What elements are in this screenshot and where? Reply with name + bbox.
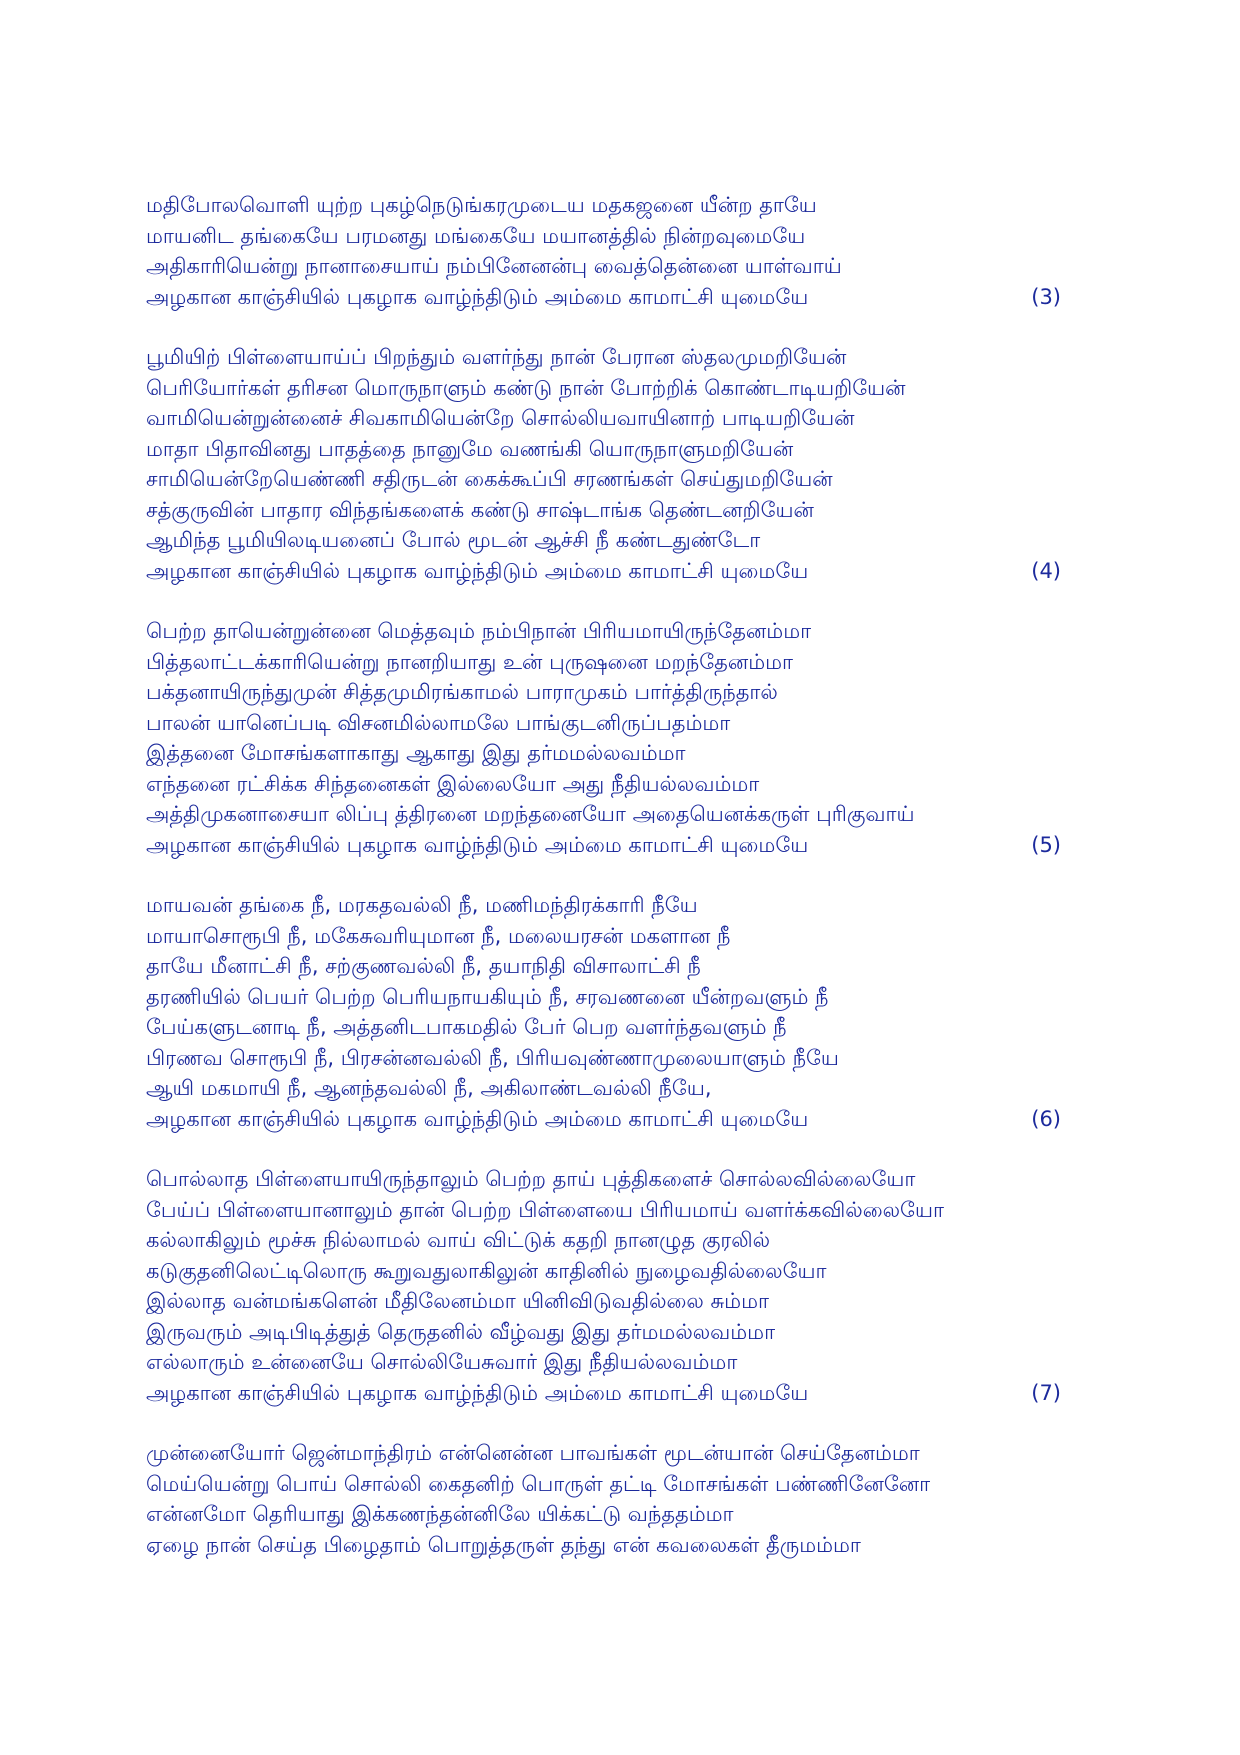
verse-line: [146, 525, 1061, 556]
verse-line: [146, 190, 1061, 221]
verse-line: [146, 373, 1061, 404]
verse-line-text: பெரியோர்கள் தரிசன மொருநாளும் கண்டு நான் போற்றிக் கொண்டாடியறியேன்: [146, 375, 906, 400]
verse-line-text: சாமியென்றேயெண்ணி சதிருடன் கைக்கூப்பி சரணங்கள் செய்துமறியேன்: [146, 467, 833, 491]
verse-line: [146, 738, 1061, 769]
verse-number: (6): [1031, 1106, 1061, 1131]
verse-line-text: மாயாசொரூபி நீ, மகேசுவரியுமான நீ, மலையரசன் மகளான நீ: [146, 923, 731, 948]
verse-line: [146, 1073, 1061, 1104]
verse-line-text: பிரணவ சொரூபி நீ, பிரசன்னவல்லி நீ, பிரியவுண்ணாமுலையாளும் நீயே: [146, 1045, 839, 1070]
verse-line-text: பேய்களுடனாடி நீ, அத்தனிடபாகமதில் பேர் பெற வளர்ந்தவளும் நீ: [146, 1015, 787, 1039]
verse-line: [146, 434, 1061, 465]
verse-line: [146, 890, 1061, 921]
verse-number: (3): [1031, 284, 1061, 309]
stanza: [146, 1164, 1061, 1408]
verse-line-text: கடுகுதனிலெட்டிலொரு கூறுவதுலாகிலுன் காதினில் நுழைவதில்லையோ: [146, 1258, 827, 1283]
verse-line-text: எந்தனை ரட்சிக்க சிந்தனைகள் இல்லையோ அது நீதியல்லவம்மா: [146, 771, 760, 796]
verse-number: (5): [1031, 832, 1061, 857]
verse-line-text: எல்லாரும் உன்னையே சொல்லியேசுவார் இது நீதியல்லவம்மா: [146, 1350, 738, 1374]
verse-line: [146, 677, 1061, 708]
verse-line-text: அழகான காஞ்சியில் புகழாக வாழ்ந்திடும் அம்மை காமாட்சி யுமையே: [146, 832, 809, 857]
verse-line: [146, 1164, 1061, 1195]
verse-line-text: மெய்யென்று பொய் சொல்லி கைதனிற் பொருள் தட்டி மோசங்கள் பண்ணினேனோ: [146, 1471, 931, 1496]
verse-line: [146, 342, 1061, 373]
verse-line-text: இருவரும் அடிபிடித்துத் தெருதனில் வீழ்வது இது தர்மமல்லவம்மா: [146, 1319, 776, 1344]
verse-line-text: தரணியில் பெயர் பெற்ற பெரியநாயகியும் நீ, சரவணனை யீன்றவளும் நீ: [146, 984, 829, 1009]
verse-line: [146, 556, 1061, 587]
verse-line: [146, 1530, 1061, 1561]
verse-line: [146, 1225, 1061, 1256]
verse-line-text: முன்னையோர் ஜென்மாந்திரம் என்னென்ன பாவங்கள் மூடன்யான் செய்தேனம்மா: [146, 1441, 920, 1465]
verse-line: [146, 708, 1061, 739]
verse-line: [146, 1317, 1061, 1348]
verse-line-text: அதிகாரியென்று நானாசையாய் நம்பினேனன்பு வைத்தென்னை யாள்வாய்: [146, 254, 842, 278]
verse-line: [146, 1499, 1061, 1530]
stanza: [146, 190, 1061, 312]
verse-line: [146, 1043, 1061, 1074]
verse-line: [146, 1347, 1061, 1378]
verse-line: [146, 982, 1061, 1013]
verse-line-text: என்னமோ தெரியாது இக்கணந்தன்னிலே யிக்கட்டு வந்ததம்மா: [146, 1502, 734, 1526]
verse-line: [146, 1256, 1061, 1287]
verse-line-text: மாயனிட தங்கையே பரமனது மங்கையே மயானத்தில் நின்றவுமையே: [146, 223, 806, 248]
verse-line-text: பேய்ப் பிள்ளையானாலும் தான் பெற்ற பிள்ளையை பிரியமாய் வளர்க்கவில்லையோ: [146, 1197, 944, 1222]
verse-line: [146, 921, 1061, 952]
verse-line: [146, 1286, 1061, 1317]
verse-line: [146, 616, 1061, 647]
verse-line-text: ஏழை நான் செய்த பிழைதாம் பொறுத்தருள் தந்து என் கவலைகள் தீருமம்மா: [146, 1532, 861, 1557]
stanza: [146, 342, 1061, 586]
stanza: [146, 890, 1061, 1134]
verse-line: [146, 1012, 1061, 1043]
stanza: [146, 1438, 1061, 1560]
verse-line-text: கல்லாகிலும் மூச்சு நில்லாமல் வாய் விட்டுக் கதறி நானழுத குரலில்: [146, 1228, 771, 1252]
verse-line-text: பித்தலாட்டக்காரியென்று நானறியாது உன் புருஷனை மறந்தேனம்மா: [146, 649, 793, 674]
verse-line-text: மாயவன் தங்கை நீ, மரகதவல்லி நீ, மணிமந்திரக்காரி நீயே: [146, 893, 698, 917]
verse-line: [146, 282, 1061, 313]
verse-line: [146, 403, 1061, 434]
verse-line-text: அழகான காஞ்சியில் புகழாக வாழ்ந்திடும் அம்மை காமாட்சி யுமையே: [146, 1106, 809, 1131]
verse-line: [146, 951, 1061, 982]
verse-line: [146, 799, 1061, 830]
verse-number: (4): [1031, 558, 1061, 583]
verse-line: [146, 221, 1061, 252]
verse-line: [146, 464, 1061, 495]
verse-line-text: ஆமிந்த பூமியிலடியனைப் போல் மூடன் ஆச்சி நீ கண்டதுண்டோ: [146, 528, 761, 552]
verse-line: [146, 769, 1061, 800]
verse-line-text: மாதா பிதாவினது பாதத்தை நானுமே வணங்கி யொருநாளுமறியேன்: [146, 436, 794, 461]
verse-line-text: இல்லாத வன்மங்களென் மீதிலேனம்மா யினிவிடுவதில்லை சும்மா: [146, 1289, 769, 1313]
verse-line: [146, 647, 1061, 678]
verse-line-text: பொல்லாத பிள்ளையாயிருந்தாலும் பெற்ற தாய் புத்திகளைச் சொல்லவில்லையோ: [146, 1167, 916, 1191]
verse-line: [146, 1438, 1061, 1469]
verse-line: [146, 495, 1061, 526]
verse-line-text: அழகான காஞ்சியில் புகழாக வாழ்ந்திடும் அம்மை காமாட்சி யுமையே: [146, 284, 809, 309]
verse-line-text: பாலன் யானெப்படி விசனமில்லாமலே பாங்குடனிருப்பதம்மா: [146, 710, 731, 735]
verse-line-text: பூமியிற் பிள்ளையாய்ப் பிறந்தும் வளர்ந்து நான் பேரான ஸ்தலமுமறியேன்: [146, 345, 847, 369]
verse-line: [146, 1469, 1061, 1500]
verse-line-text: அத்திமுகனாசையா லிப்பு த்திரனை மறந்தனையோ அதையெனக்கருள் புரிகுவாய்: [146, 802, 915, 826]
hymn-text: [146, 190, 1061, 1590]
verse-line-text: அழகான காஞ்சியில் புகழாக வாழ்ந்திடும் அம்மை காமாட்சி யுமையே: [146, 558, 809, 583]
verse-line-text: இத்தனை மோசங்களாகாது ஆகாது இது தர்மமல்லவம்மா: [146, 741, 686, 765]
verse-line-text: மதிபோலவொளி யுற்ற புகழ்நெடுங்கரமுடைய மதகஜனை யீன்ற தாயே: [146, 193, 817, 217]
verse-line-text: தாயே மீனாட்சி நீ, சற்குணவல்லி நீ, தயாநிதி விசாலாட்சி நீ: [146, 954, 701, 978]
verse-line: [146, 1195, 1061, 1226]
verse-line: [146, 1378, 1061, 1409]
verse-line-text: வாமியென்றுன்னைச் சிவகாமியென்றே சொல்லியவாயினாற் பாடியறியேன்: [146, 406, 855, 430]
verse-line: [146, 251, 1061, 282]
verse-line-text: சத்குருவின் பாதார விந்தங்களைக் கண்டு சாஷ்டாங்க தெண்டனறியேன்: [146, 497, 814, 522]
verse-line-text: அழகான காஞ்சியில் புகழாக வாழ்ந்திடும் அம்மை காமாட்சி யுமையே: [146, 1380, 809, 1405]
verse-line-text: பெற்ற தாயென்றுன்னை மெத்தவும் நம்பிநான் பிரியமாயிருந்தேனம்மா: [146, 619, 812, 643]
verse-line: [146, 1104, 1061, 1135]
verse-line-text: பக்தனாயிருந்துமுன் சித்தமுமிரங்காமல் பாராமுகம் பார்த்திருந்தால்: [146, 680, 778, 704]
verse-number: (7): [1031, 1380, 1061, 1405]
stanza: [146, 616, 1061, 860]
verse-line: [146, 830, 1061, 861]
verse-line-text: ஆயி மகமாயி நீ, ஆனந்தவல்லி நீ, அகிலாண்டவல்லி நீயே,: [146, 1076, 712, 1100]
